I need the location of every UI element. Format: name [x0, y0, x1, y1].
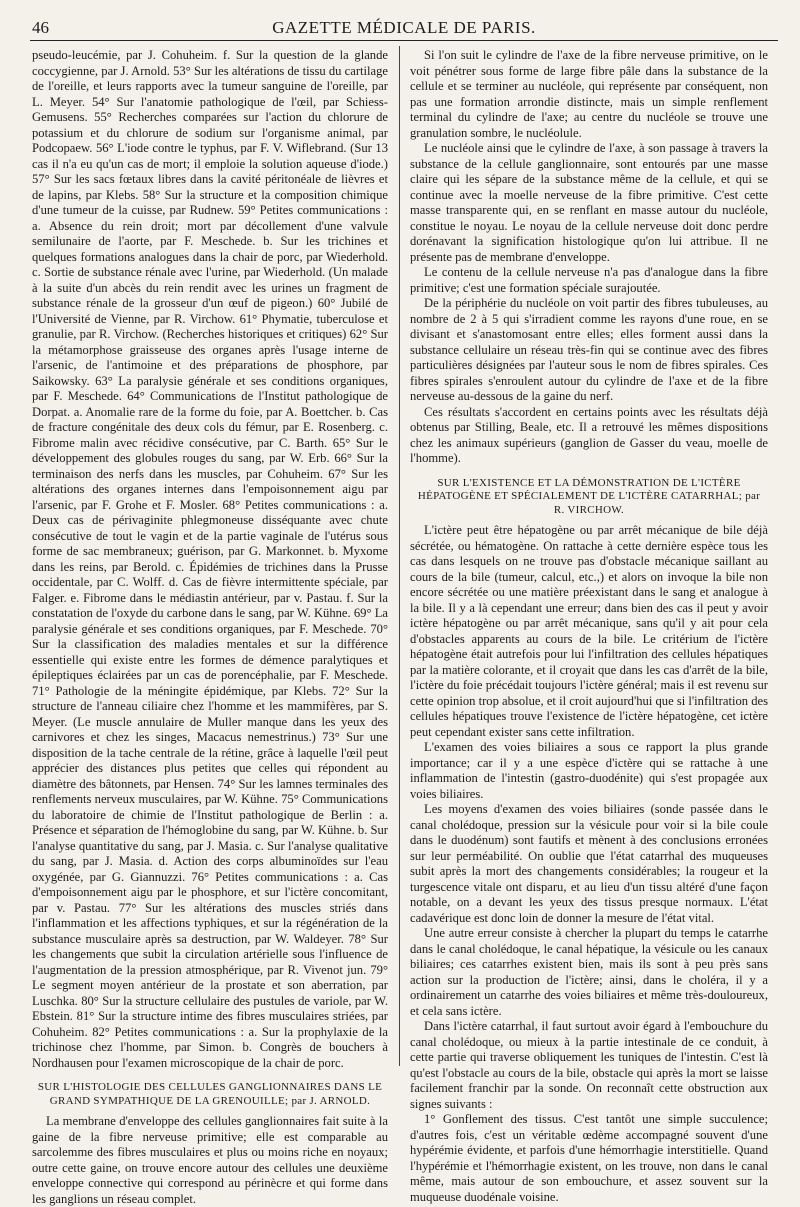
paragraph: L'examen des voies biliaires a sous ce rapport la plus grande importance; car il y a une espèce d'ictère qui se rattache à une inflammation de l'intestin (gastro-duodénite) qui s'est propagée aux voies biliaires. [410, 740, 768, 801]
page-header [30, 14, 778, 41]
journal-title: GAZETTE MÉDICALE DE PARIS. [272, 18, 536, 37]
paragraph: Dans l'ictère catarrhal, il faut surtout avoir égard à l'embouchure du canal cholédoque, ou mieux à la partie intestinale de ce conduit, à cette partie qui traverse obliquement les tuniques de l'intestin. C'est là qu'est l'obstacle au cours de la bile, obstacle qui après la mort se laisse facilement franchir par la sonde. On reconnaît cette obstruction aux signes suivants : [410, 1019, 768, 1111]
left-column [32, 48, 388, 1206]
paragraph: Le contenu de la cellule nerveuse n'a pas d'analogue dans la fibre primitive; c'est une formation spéciale surajoutée. [410, 265, 768, 295]
column-divider [399, 46, 400, 1066]
paragraph: Une autre erreur consiste à chercher la plupart du temps le catarrhe dans le canal cholédoque, le canal hépatique, la vésicule ou les canaux biliaires; ces catarrhes existent bien, mais ils sont à peu près sans action sur la production de l'ictère; ainsi, dans le choléra, il y a ordinairement un catarrhe des voies biliaires et même très-douloureux, et cela sans ictère. [410, 926, 768, 1018]
paragraph: Si l'on suit le cylindre de l'axe de la fibre nerveuse primitive, on le voit pénétrer sous forme de large fibre pâle dans la substance de la cellule et se terminer au nucléole, qui représente par conséquent, non pas une formation arrondie distincte, mais un simple renflement terminal du cylindre de l'axe; au centre du nucléole se trouve une granulation sombre, le nucléolule. [410, 48, 768, 140]
paragraph: Les moyens d'examen des voies biliaires (sonde passée dans le canal cholédoque, pression sur la vésicule pour voir si la bile coule dans le duodénum) sont fautifs et mènent à des conclusions erronées sur leur perméabilité. On oublie que l'état catarrhal des muqueuses subit après la mort des changements considérables; la rougeur et la turgescence vitale ont disparu, et au lieu d'un tissu altéré d'une façon notable, on a devant les yeux des tissus presque normaux. L'état cadavérique est donc loin de donner la mesure de l'état vital. [410, 802, 768, 925]
paragraph: La membrane d'enveloppe des cellules ganglionnaires fait suite à la gaine de la fibre nerveuse primitive; elle est comparable au sarcolemme des fibres musculaires et plus ou moins riche en noyaux; outre cette gaine, on trouve encore autour des cellules une deuxième enveloppe connective qui correspond au périnècre et qui forme dans les ganglions un réseau complet. [32, 1114, 388, 1206]
page-number: 46 [32, 18, 49, 37]
paragraph: Ces résultats s'accordent en certains points avec les résultats déjà obtenus par Stilling, Beale, etc. Il a retrouvé les mêmes dispositions chez les animaux supérieurs (ganglion de Gasser du veau, moelle de l'homme). [410, 404, 768, 465]
bibliography-paragraph: pseudo-leucémie, par J. Cohuheim. f. Sur la question de la glande coccygienne, par J. Arnold. 53° Sur les altérations de tissu du cartilage de l'oreille, et leurs rapports avec la tumeur sanguine de l'oreille, par L. Meyer. 54° Sur l'anatomie pathologique de l'œil, par Schiess-Gemusens. 55° Recherches comparées sur l'action du chlorure de potassium et du chlorure de sodium sur l'organisme animal, par Podcopaew. 56° L'iode contre le typhus, par F. V. Wiflebrand. (Sur 13 cas il n'a eu qu'un cas de mort; il emploie la solution aqueuse d'iode.) 57° Sur les sacs fœtaux libres dans la cavité péritonéale de lièvres et de lapins, par Klebs. 58° Sur la structure et la composition chimique d'une tumeur de la cuisse, par Rudnew. 59° Petites communications : a. Absence du rein droit; mort par décollement d'une valvule semilunaire de l'aorte, par F. Meschede. b. Sur les trichines et quelques formations analogues dans la chair de porc, par Wiederhold. c. Sortie de substance rénale avec l'urine, par Wiederhold. (Un malade à la suite d'un abcès du rein rendit avec les urines un fragment de substance rénale de la grosseur d'un œuf de pigeon.) 60° Jubilé de l'Université de Vienne, par R. Virchow. 61° Phymatie, tuberculose et granulie, par R. Virchow. (Recherches historiques et critiques) 62° Sur la métamorphose graisseuse des organes après l'usage interne de l'arsenic, de l'antimoine et des préparations de phosphore, par Saikowsky. 63° La paralysie générale et ses conditions organiques, par F. Meschede. 64° Communications de l'Institut pathologique de Dorpat. a. Anomalie rare de la forme du foie, par A. Boettcher. b. Cas de fracture congénitale des deux cols du fémur, par E. Rosenberg. c. Fibrome malin avec récidive consécutive, par C. Barth. 65° Sur le développement des globules rouges du sang, par W. Erb. 66° Sur la terminaison des nerfs dans les muscles, par Cohuheim. 67° Sur les altérations des organes internes dans l'empoisonnement aigu par l'arsenic, par F. Grohe et F. Mosler. 68° Petites communications : a. Deux cas de périvaginite phlegmoneuse disséquante avec chute consécutive de tout le vagin et de la partie vaginale de l'utérus sous forme de sac membraneux; guérison, par G. Markonnet. b. Myxome dans les reins, par Berold. c. Épidémies de trichines dans la Prusse occidentale, par C. Wolff. d. Cas de fièvre intermittente spéciale, par Falger. e. Fibrome dans le médiastin antérieur, par v. Pastau. f. Sur la constatation de l'oxyde du carbone dans le sang, par W. Kühne. 69° La paralysie générale et ses conditions organiques, par F. Meschede. 70° Sur la classification des maladies mentales et sur la différence essentielle qui existe entre les formes de démence paralytiques et épileptiques éclairées par un cas de porencéphalie, par F. Meschede. 71° Pathologie de la méningite épidémique, par Klebs. 72° Sur la structure de l'anneau ciliaire chez l'homme et les mammifères, par S. Meyer. (Le muscle annulaire de Muller manque dans les yeux des carnivores et chez les singes, Macacus nemestrinus.) 73° Sur une disposition de la tache centrale de la rétine, grâce à laquelle l'œil peut apprécier des distances plus petites que celles qui répondent au diamètre des bâtonnets, par Hensen. 74° Sur les lamnes terminales des renflements nerveux musculaires, par W. Kühne. 75° Communications du laboratoire de chimie de l'Institut pathologique de Berlin : a. Présence et séparation de l'hémoglobine du sang, par W. Kühne. b. Sur l'analyse quantitative du sang, par J. Masia. c. Sur l'analyse qualitative du sang, par J. Masia. d. Action des corps albuminoïdes sur l'eau oxygénée, par G. Giannuzzi. 76° Petites communications : a. Cas d'empoisonnement aigu par le phosphore, et sur l'ictère concomitant, par v. Pastau. 77° Sur les altérations des muscles striés dans l'inflammation et les affections typhiques, et sur la régénération de la substance musculaire après sa destruction, par W. Waldeyer. 78° Sur les changements que subit la circulation artérielle sous l'influence de l'augmentation de la pression atmosphérique, par R. Vivenot jun. 79° Le segment moyen antérieur de la prostate et son aberration, par Luschka. 80° Sur la structure cellulaire des pustules de variole, par W. Ebstein. 81° Sur la structure intime des fibres musculaires striées, par Cohuheim. 82° Petites communications : a. Sur la prophylaxie de la trichinose chez l'homme, par Simon. b. Congrès de bouchers à Nordhausen pour l'examen microscopique de la chair de porc. [32, 48, 388, 1070]
paragraph: Le nucléole ainsi que le cylindre de l'axe, à son passage à travers la substance de la cellule ganglionnaire, sont entourés par une masse claire qui les sépare de la substance même de la cellule, et qui se continue avec la moelle nerveuse de la fibre primitive. C'est cette masse transparente qui, en se renflant en masse autour du nucléole, constitue le noyau. Le noyau de la cellule nerveuse doit donc perdre dorénavant la signification histologique qu'on lui attribue. Il ne présente pas de membrane d'enveloppe. [410, 141, 768, 264]
section-title-arnold: SUR L'HISTOLOGIE DES CELLULES GANGLIONNAIRES DANS LE GRAND SYMPATHIQUE DE LA GRENOUILLE; par J. ARNOLD. [37, 1081, 383, 1107]
paragraph: L'ictère peut être hépatogène ou par arrêt mécanique de bile déjà sécrétée, ou hématogène. On rattache à cette dernière espèce tous les cas dans lesquels on ne trouve pas d'obstacle mécanique saillant au cours de la bile (tumeur, calcul, etc.,) et alors on invoque la bile non encore sécrétée ou une matière préexistant dans le sang et analogue à la bile. Il y a là cependant une erreur; dans bien des cas il peut y avoir ictère hépatogène ou par arrêt mécanique, sans qu'il y ait pour cela d'obstacles apparents au cours de la bile. Le critérium de l'ictère hépatogène était autrefois pour lui l'infiltration des cellules hépatiques par la matière colorante, et il croyait que dans les cas d'arrêt de la bile, l'ictère du foie précédait toujours l'ictère général; mais il est revenu sur cette opinion trop absolue, et il croit aujourd'hui que si l'infiltration des cellules hépatiques trouve l'existence de l'ictère hépatogène, cet ictère peut cependant exister sans cette infiltration. [410, 523, 768, 739]
right-column [410, 48, 768, 1204]
section-title-virchow: SUR L'EXISTENCE ET LA DÉMONSTRATION DE L'ICTÈRE HÉPATOGÈNE ET SPÉCIALEMENT DE L'ICTÈRE CATARRHAL; par R. VIRCHOW. [417, 476, 761, 516]
paragraph: 1° Gonflement des tissus. C'est tantôt une simple succulence; d'autres fois, c'est un véritable œdème accompagné souvent d'une hypérémie évidente, et parfois d'une hémorrhagie interstitielle. Quand l'hypérémie et l'hémorrhagie existent, on les trouve, non dans le canal même, mais autour de son embouchure, et assez souvent sur la muqueuse duodénale voisine. [410, 1112, 768, 1204]
paragraph: De la périphérie du nucléole on voit partir des fibres tubuleuses, au nombre de 2 à 5 qui s'irradient comme les rayons d'une roue, en se divisant et s'anastomosant entre elles; elles forment aussi dans la substance cellulaire un réseau très-fin qui se continue avec des fibres particulières désignées par l'auteur sous le nom de fibres spirales. Ces fibres spirales s'enroulent autour du cylindre de l'axe et de la fibre nerveuse au-dessous de la gaine du nerf. [410, 296, 768, 403]
